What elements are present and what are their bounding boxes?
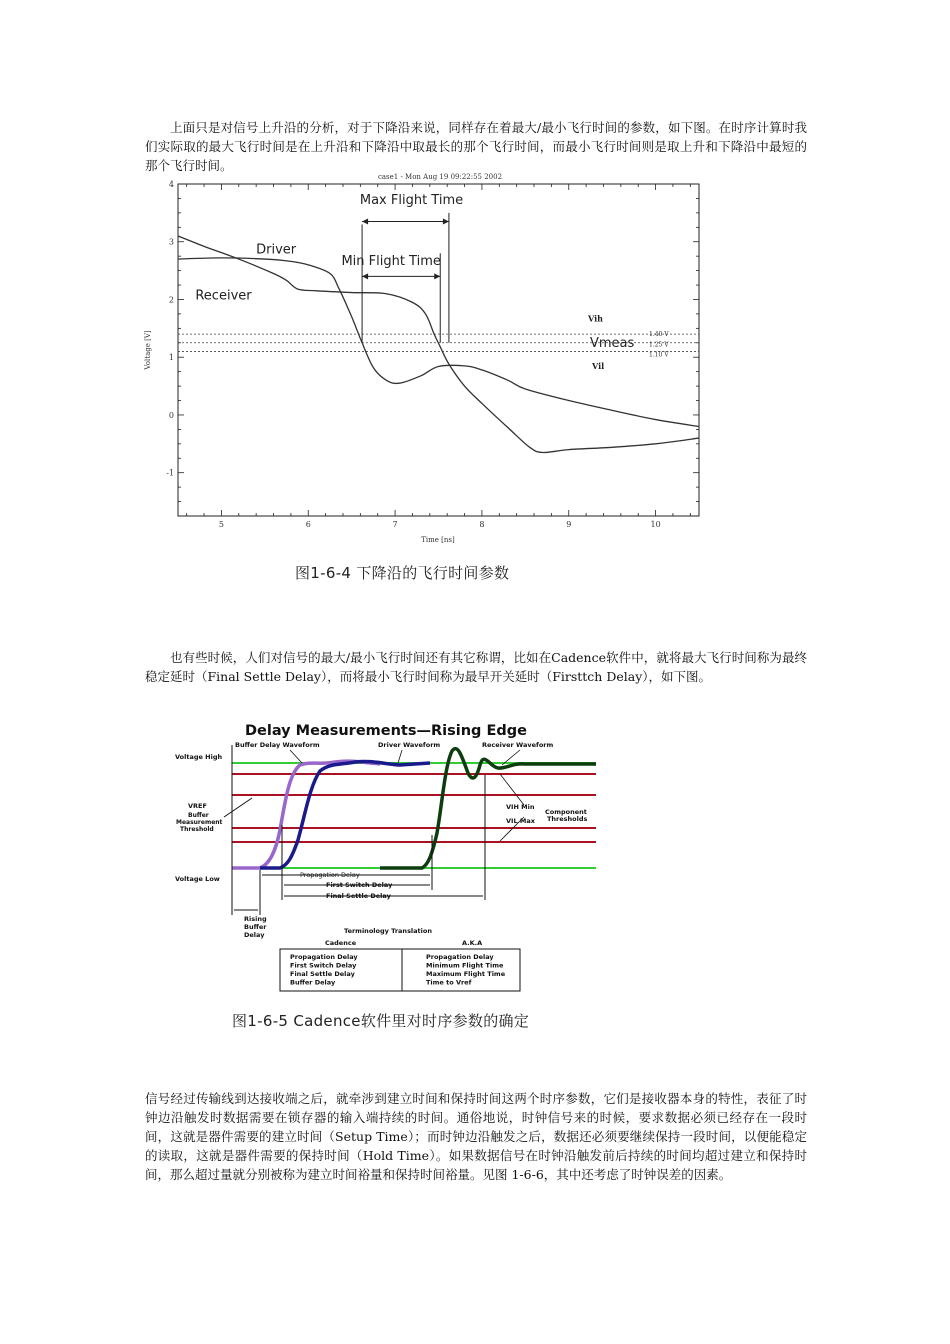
y-axis-label: Voltage [V] xyxy=(144,330,152,370)
rising-buffer-delay-label: Rising Buffer Delay xyxy=(244,915,267,939)
component-thresholds-label: Component Thresholds xyxy=(545,808,588,823)
figure-2-caption: 图1-6-5 Cadence软件里对时序参数的确定 xyxy=(232,1012,530,1030)
cadence-delay-measurement-diagram xyxy=(140,705,610,1000)
aka-term: Propagation Delay xyxy=(426,953,494,961)
x-tick-label: 8 xyxy=(479,520,485,529)
x-tick-label: 10 xyxy=(650,520,661,529)
vil-label: Vil xyxy=(592,360,605,371)
y-tick-label: 4 xyxy=(168,180,174,189)
buffer-waveform-label: Buffer Delay Waveform xyxy=(235,741,320,749)
arrowhead xyxy=(443,219,449,225)
chart-title: case1 - Mon Aug 19 09:22:55 2002 xyxy=(377,173,503,181)
y-tick-label: 0 xyxy=(168,410,174,420)
arrowhead xyxy=(434,273,440,279)
y-tick-label: 3 xyxy=(168,237,174,247)
terminology-header-aka: A.K.A xyxy=(462,939,483,947)
y-tick-label: -1 xyxy=(166,468,174,478)
vil-max-label: VIL Max xyxy=(506,817,535,825)
x-tick-label: 6 xyxy=(305,520,311,529)
cadence-term: Buffer Delay xyxy=(290,978,336,987)
max-flight-time-label: Max Flight Time xyxy=(359,193,464,209)
driver-waveform xyxy=(260,761,430,868)
receiver-label: Receiver xyxy=(195,288,252,304)
arrowhead xyxy=(362,273,368,279)
y-tick-labels xyxy=(166,180,174,478)
driver-label: Driver xyxy=(256,242,297,258)
arrowhead xyxy=(362,219,368,225)
y-tick-label: 2 xyxy=(168,295,174,305)
vmeas-label: Vmeas xyxy=(590,335,635,351)
cadence-term: First Switch Delay xyxy=(290,961,357,970)
min-flight-time-label: Min Flight Time xyxy=(341,253,441,269)
paragraph-cadence-terms: 也有些时候，人们对信号的最大/最小飞行时间还有其它称谓，比如在Cadence软件中，就将最大飞行时间称为最终稳定延时（Final Settle Delay），而将最小飞行时间称为最早开关延时（Firsttch Delay），如下图。 xyxy=(145,650,807,684)
vih-min-label: VIH Min xyxy=(506,803,535,811)
vref-label: VREF xyxy=(188,802,207,810)
voltage-high-label: Voltage High xyxy=(175,753,223,761)
threshold-value-label: 1.10 V xyxy=(649,351,669,359)
threshold-value-label: 1.25 V xyxy=(649,341,669,349)
paragraph-flight-time-analysis: 上面只是对信号上升沿的分析，对于下降沿来说，同样存在着最大/最小飞行时间的参数，如下图。在时序计算时我们实际取的最大飞行时间是在上升沿和下降沿中取最长的那个飞行时间，而最小飞行时间则是取上升和下降沿中最短的那个飞行时间。 xyxy=(145,120,807,173)
cadence-term: Propagation Delay xyxy=(290,953,358,961)
figure-1-caption: 图1-6-4 下降沿的飞行时间参数 xyxy=(295,564,510,582)
propagation-delay-label: Propagation Delay xyxy=(300,871,360,879)
terminology-header-cadence: Cadence xyxy=(325,939,357,947)
cadence-term: Final Settle Delay xyxy=(290,970,355,978)
x-tick-label: 5 xyxy=(218,520,224,529)
vref-pointer xyxy=(224,798,252,817)
vih-label: Vih xyxy=(588,313,603,324)
y-tick-label: 1 xyxy=(168,353,174,363)
x-tick-label: 9 xyxy=(566,520,572,529)
x-tick-labels xyxy=(219,520,661,529)
buffer-threshold-label: Buffer Measurement Threshold xyxy=(176,812,223,833)
x-tick-label: 7 xyxy=(392,520,398,529)
flight-time-annotations xyxy=(362,213,449,343)
terminology-rows xyxy=(290,953,506,987)
first-switch-delay-label: First Switch Delay xyxy=(326,881,393,889)
voltage-low-label: Voltage Low xyxy=(175,875,220,883)
receiver-waveform-label: Receiver Waveform xyxy=(482,741,554,749)
aka-term: Maximum Flight Time xyxy=(426,970,506,978)
falling-edge-flight-time-chart xyxy=(140,170,705,550)
driver-waveform-label: Driver Waveform xyxy=(378,741,441,749)
diagram-title: Delay Measurements—Rising Edge xyxy=(245,723,527,739)
final-settle-delay-label: Final Settle Delay xyxy=(326,892,391,900)
aka-term: Minimum Flight Time xyxy=(426,961,504,970)
terminology-title: Terminology Translation xyxy=(344,927,432,935)
threshold-value-label: 1.40 V xyxy=(649,331,669,339)
paragraph-setup-hold-time: 信号经过传输线到达接收端之后，就牵涉到建立时间和保持时间这两个时序参数，它们是接收器本身的特性，表征了时钟边沿触发时数据需要在锁存器的输入端持续的时间。通俗地说，时钟信号来的时候，要求数据必须已经存在一段时间，这就是器件需要的建立时间（Setup Time）；而时钟边沿触发之后，数据还必须要继续保持一段时间，以便能稳定的读取，这就是器件需要的保持时间（Hold Time）。如果数据信号在时钟沿触发前后持续的时间均超过建立和保持时间，那么超过量就分别被称为建立时间裕量和保持时间裕量。见图 1-6-6，其中还考虑了时钟误差的因素。 xyxy=(145,1091,807,1182)
x-axis-label: Time [ns] xyxy=(421,536,455,544)
aka-term: Time to Vref xyxy=(426,978,472,987)
